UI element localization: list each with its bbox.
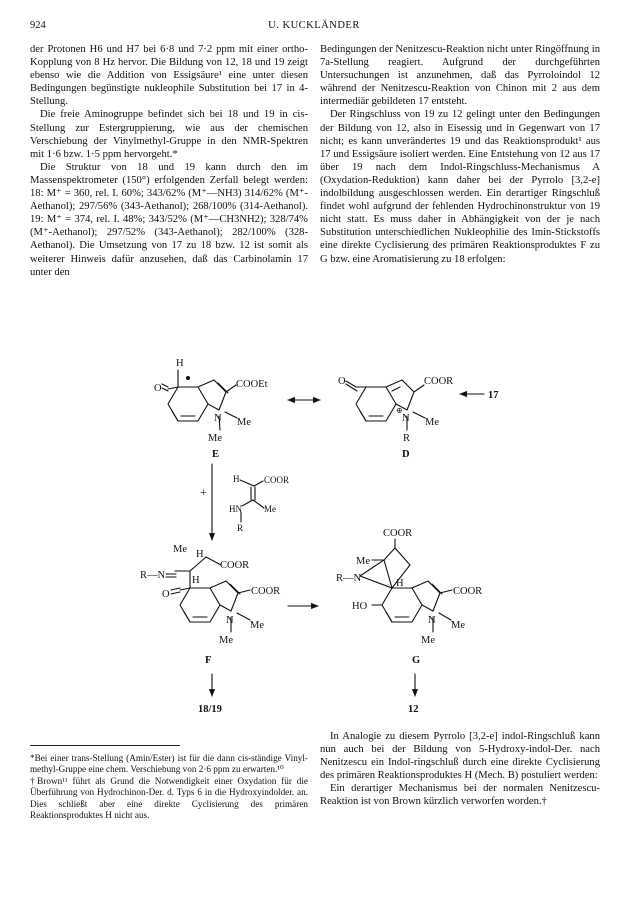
substituent-coor: COOR	[424, 376, 454, 387]
compound-label-f: F	[205, 655, 212, 666]
atom-n: N	[226, 615, 234, 626]
atom-ho: HO	[352, 601, 368, 612]
atom-n: N	[402, 413, 410, 424]
paragraph: Ein derartiger Mechanismus bei der normalen Nenitzescu-Reaktion ist von Brown kürzlich verworfen worden.†	[320, 783, 600, 808]
compound-label-e: E	[212, 449, 220, 460]
substituent-me: Me	[250, 620, 264, 631]
structure-f	[140, 544, 280, 666]
substituent-me-top: Me	[173, 544, 187, 555]
substituent-me: Me	[237, 417, 251, 428]
substituent-me: Me	[264, 504, 276, 514]
substituent-me-n: Me	[208, 433, 222, 444]
substituent-me: Me	[451, 620, 465, 631]
paragraph: Bedingungen der Nenitzescu-Reaktion nicht unter Ringöffnung in 7a-Stellung reagiert. Aufgrund der durchgeführten Untersuchungen ist anzunehmen, daß das Pyrroloindol 12 während der Nenitzescu-Reaktion von Chinon mit 2 aus dem intermediär gebildeten 17 entsteht.	[320, 44, 600, 108]
substituent-me-n: Me	[421, 635, 435, 646]
atom-h: H	[396, 578, 404, 589]
product-label-12: 12	[408, 704, 419, 715]
atom-o: O	[338, 376, 346, 387]
atom-hn: HN	[229, 504, 242, 514]
substituent-coor: COOR	[453, 586, 483, 597]
footnotes	[30, 753, 308, 821]
substituent-coor: COOR	[264, 475, 290, 485]
atom-h: H	[196, 549, 204, 560]
substituent-r: R	[237, 523, 244, 533]
footnote: *Bei einer trans-Stellung (Amin/Ester) ist für die dann cis-ständige Vinyl-methyl-Gruppe eine chem. Verschiebung von 2·6 ppm zu erwarten.¹⁰	[30, 753, 308, 775]
substituent-coor: COOR	[220, 560, 250, 571]
page-number: 924	[30, 20, 46, 31]
substituent-r: R	[403, 433, 411, 444]
paragraph: Der Ringschluss von 19 zu 12 gelingt unter den Bedingungen der Bildung von 12, also in Eisessig und in Gegenwart von 17 nicht; es kann unverändertes 19 und das Reaktionsprodukt¹ aus 17 und Essigsäure isoliert werden. Eine Entstehung von 12 aus 17 über 19 nach dem Indol-Ringschluss-Mechanismus A (Oxydation-Reduktion) kann daher bei der Pyrrolo [3,2-e] indolbildung ausgeschlossen werden. Ein derartiger Ringschluß findet wohl aufgrund der fehlenden Hydrochinonstruktur von 19 nicht statt. Es muss daher in Abhängigkeit von der je nach Substitution unterschiedlichen Nukleophilie des Imin-Stickstoffs eine direkte Cyclisierung des primären Reaktionsproduktes F zu G bzw. eine Aromatisierung zu 18 erfolgen:	[320, 109, 600, 265]
compound-label-g: G	[412, 655, 421, 666]
substituent-me-n: Me	[219, 635, 233, 646]
atom-n: N	[428, 615, 436, 626]
atom-n: N	[214, 413, 222, 424]
compound-label-d: D	[402, 449, 410, 460]
atom-o: O	[154, 383, 162, 394]
enamine-reagent	[200, 474, 289, 533]
atom-h: H	[176, 358, 184, 369]
structure-d	[338, 376, 453, 460]
substituent-coor: COOR	[383, 528, 413, 539]
atom-o: O	[162, 589, 170, 600]
structure-e	[154, 358, 268, 460]
right-column-bottom	[320, 730, 600, 809]
substituent-coor: COOR	[251, 586, 281, 597]
paragraph: Die Struktur von 18 und 19 kann durch den im Massenspektrometer (150°) erfolgenden Zerfall belegt werden: 18: M⁺ = 360, rel. I. 60%; 343/62% (M⁺—NH3) 314/62% (M⁺-Aethanol); 297/56% (343-Aethanol); 268/100% (314-Aethanol). 19: M⁺ = 374, rel. I. 48%; 343/52% (M⁺—CH3NH2); 328/74% (M⁺-Aethanol); 297/52% (343-Aethanol); 282/100% (328-Aethanol). Die Umsetzung von 17 zu 18 bzw. 12 ist somit als weiterer Hinweis dafür anzusehen, daß das Carbinolamin 17 unter den	[30, 161, 308, 278]
paragraph: In Analogie zu diesem Pyrrolo [3,2-e] indol-Ringschluß kann nun auch bei der Bildung von 5-Hydroxy-indol-Der. nach Nenitzescu ein Indol-ringschluß durch eine direkte Cyclisierung des primären Reaktionsproduktes H (Mech. B) postuliert werden:	[320, 731, 600, 782]
footnote-rule	[30, 745, 180, 746]
paragraph: der Protonen H6 und H7 bei 6·8 und 7·2 ppm mit einer ortho-Kopplung von 8 Hz hervor. Die Bildung von 12, 18 und 19 zeigt ebenso wie die Addition von Essigsäure¹ eine unter diesen Bedingungen begünstigte nukleophile Substitution bei 17 in 4-Stellung.	[30, 44, 308, 108]
atom-h: H	[233, 474, 240, 484]
substituent-me: Me	[425, 417, 439, 428]
ring-r-n: R—N	[336, 573, 362, 584]
substituent-me: Me	[356, 556, 370, 567]
running-head-author: U. KUCKLÄNDER	[268, 20, 360, 31]
atom-h: H	[192, 575, 200, 586]
product-label-18-19: 18/19	[198, 704, 222, 715]
structure-g	[336, 528, 482, 666]
compound-ref-17: 17	[488, 390, 499, 401]
footnote: †Brown¹¹ führt als Grund die Notwendigkeit einer Oxydation für die Überführung von Hydrochinon-Der. d. Typs 6 in die Hydroxyindolder. an. Dies schließt aber eine direkte Cyclisierung des primären Reaktionsproduktes H nicht aus.	[30, 775, 308, 821]
imine-r-n: R—N	[140, 570, 166, 581]
plus-sign: +	[200, 485, 207, 499]
paragraph: Die freie Aminogruppe befindet sich bei 18 und 19 in cis-Stellung zur Estergruppierung, wie aus der chemischen Verschiebung der Vinylmethyl-Gruppe in den NMR-Spektren mit 1·6 bzw. 1·5 ppm hervorgeht.*	[30, 109, 308, 160]
positive-charge: ⊕	[396, 406, 403, 415]
substituent-cooet: COOEt	[236, 379, 268, 390]
